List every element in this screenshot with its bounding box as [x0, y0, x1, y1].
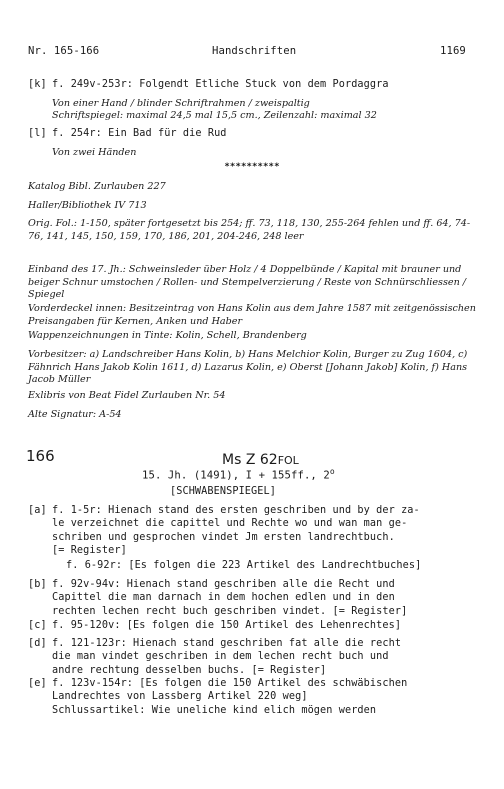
header-left: Nr. 165-166 [28, 45, 100, 57]
shelfmark [222, 449, 299, 468]
shelfmark-format: FOL [277, 454, 299, 467]
work-title: [SCHWABENSPIEGEL] [170, 486, 276, 497]
entry-line: Capittel die man darnach in dem hochen edlen und in den [52, 592, 395, 604]
entry-tag: [d] [28, 638, 47, 649]
entry-line: f. 1-5r: Hienach stand des ersten geschriben und by der za- [52, 505, 420, 516]
entry-line: Landrechtes von Lassberg Artikel 220 weg] [52, 691, 308, 703]
previous-owners: Vorbesitzer: a) Landschreiber Hans Kolin, b) Hans Melchior Kolin, Burger zu Zug 1604, c) Fähnrich Hans Jakob Kolin 1611, d) Lazarus Kolin, e) Oberst [Johann Jakob] Kolin, f) Hans Jacob Müller [28, 349, 468, 386]
old-shelfmark: Alte Signatur: A-54 [28, 409, 122, 420]
foliation-note: Orig. Fol.: 1-150, später fortgesetzt bis 254; ff. 73, 118, 130, 255-264 fehlen und ff. 64, 74-76, 141, 145, 150, 159, 170, 186, 201, 204-246, 248 leer [28, 218, 471, 242]
entry-line: f. 6-92r: [Es folgen die 223 Artikel des Landrechtbuches] [66, 560, 422, 571]
separator: ********** [224, 162, 280, 172]
ownership-inscription: Vorderdeckel innen: Besitzeintrag von Hans Kolin aus dem Jahre 1587 mit zeitgenössischen Preisangaben für Kernen, Anken und Haber [28, 303, 476, 327]
entry-line: f. 123v-154r: [Es folgen die 150 Artikel des schwäbischen [52, 678, 408, 689]
entry-a-text [66, 559, 421, 572]
entry-note: Schriftspiegel: maximal 24,5 mal 15,5 cm., Zeilenzahl: maximal 32 [52, 110, 377, 121]
entry-line: le verzeichnet die capittel und Rechte wo und wan man ge- [52, 518, 408, 530]
entry-tag: [a] [28, 505, 47, 516]
page-number: 1169 [440, 45, 466, 57]
entry-b [52, 578, 407, 618]
entry-d [52, 637, 401, 677]
entry-number: 166 [26, 447, 55, 465]
header-title: Handschriften [212, 45, 297, 57]
entry-line: andre rechtung desselben buchs. [= Register] [52, 664, 327, 676]
entry-tag: [c] [28, 620, 47, 631]
entry-tag: [k] [28, 79, 47, 90]
format-superscript: o [329, 467, 335, 476]
entry-tag: [e] [28, 678, 47, 689]
entry-tag: [l] [28, 128, 47, 139]
shelfmark-id: Ms Z 62 [222, 452, 278, 468]
entry-line: [= Register] [52, 545, 127, 557]
entry-line: schriben und gesprochen vindet Jm ersten landrechtbuch. [52, 531, 395, 543]
dating-line [142, 467, 335, 482]
dating-text: 15. Jh. (1491), I + 155ff., 2 [142, 469, 330, 482]
entry-text: f. 249v-253r: Folgendt Etliche Stuck von dem Pordaggra [52, 79, 389, 90]
entry-line: f. 92v-94v: Hienach stand geschriben alle die Recht und [52, 579, 395, 590]
catalog-reference: Katalog Bibl. Zurlauben 227 [28, 181, 166, 192]
binding-description: Einband des 17. Jh.: Schweinsleder über Holz / 4 Doppelbünde / Kapital mit brauner und beiger Schnur umstochen / Rollen- und Stempelverzierung / Reste von Schnürschliessen / Spiegel [28, 264, 467, 301]
entry-tag: [b] [28, 579, 47, 590]
entry-line: rechten lechen recht buch geschriben vindet. [= Register] [52, 605, 408, 617]
entry-line: die man vindet geschriben in dem lechen recht buch und [52, 651, 389, 663]
entry-note: Von einer Hand / blinder Schriftrahmen / zweispaltig [52, 98, 310, 109]
exlibris-note: Exlibris von Beat Fidel Zurlauben Nr. 54 [28, 390, 226, 401]
entry-a [52, 504, 420, 558]
entry-note: Von zwei Händen [52, 147, 137, 158]
entry-c [52, 619, 401, 632]
entry-line: Schlussartikel: Wie uneliche kind elich mögen werden [52, 704, 377, 716]
bibliography-reference: Haller/Bibliothek IV 713 [28, 200, 147, 211]
entry-line: f. 121-123r: Hienach stand geschriben fat alle die recht [52, 638, 402, 649]
entry-line: f. 95-120v: [Es folgen die 150 Artikel des Lehenrechtes] [52, 620, 402, 631]
coat-of-arms-note: Wappenzeichnungen in Tinte: Kolin, Schell, Brandenberg [28, 330, 307, 341]
entry-e [52, 677, 407, 717]
entry-text: f. 254r: Ein Bad für die Rud [52, 128, 227, 139]
